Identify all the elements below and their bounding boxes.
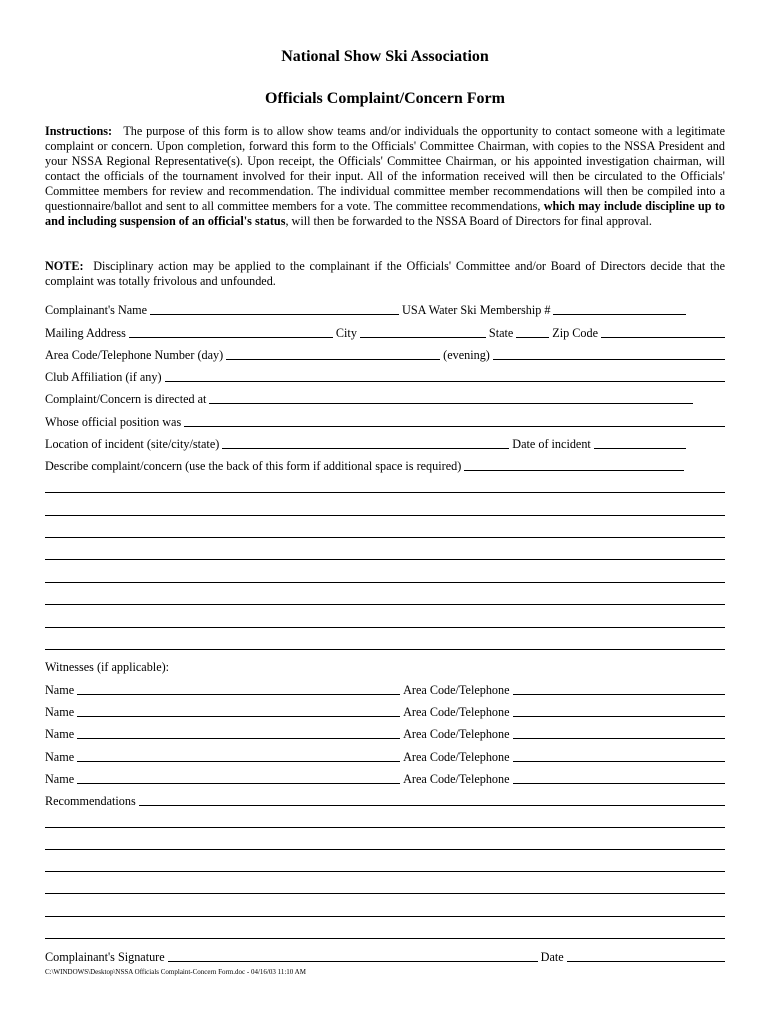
instructions-paragraph <box>45 124 725 229</box>
description-line[interactable] <box>45 649 725 650</box>
witness-phone-label: Area Code/Telephone <box>403 727 510 741</box>
row-official-position <box>45 413 725 429</box>
description-line[interactable] <box>45 627 725 628</box>
complainant-name-label: Complainant's Name <box>45 303 148 317</box>
witness-row <box>45 748 725 764</box>
zip-label: Zip Code <box>552 326 598 340</box>
phone-evening-label: (evening) <box>443 348 490 362</box>
witness-row <box>45 725 725 741</box>
witness-name-label: Name <box>45 705 75 719</box>
recommendations-line[interactable] <box>45 871 725 872</box>
witness-row <box>45 770 725 786</box>
state-label: State <box>488 326 514 340</box>
club-field[interactable] <box>165 381 725 382</box>
witness-phone-label: Area Code/Telephone <box>403 772 510 786</box>
witness-phone-field[interactable] <box>513 783 725 784</box>
row-phone <box>45 346 725 362</box>
witness-name-label: Name <box>45 727 75 741</box>
signature-field[interactable] <box>168 961 538 962</box>
recommendations-line[interactable] <box>45 916 725 917</box>
phone-evening-field[interactable] <box>493 359 725 360</box>
witness-row <box>45 703 725 719</box>
recommendations-label: Recommendations <box>45 794 136 808</box>
file-path-footer: C:\WINDOWS\Desktop\NSSA Officials Complaint-Concern Form.doc - 04/16/03 11:10 AM <box>45 968 306 976</box>
note-text: Disciplinary action may be applied to the complainant if the Officials' Committee and/or Board of Directors decide that the complaint was totally frivolous and unfounded. <box>45 259 725 288</box>
witnesses-heading <box>45 658 725 674</box>
row-location <box>45 435 725 451</box>
date-incident-field[interactable] <box>594 448 686 449</box>
phone-day-label: Area Code/Telephone Number (day) <box>45 348 224 362</box>
row-describe <box>45 457 725 473</box>
recommendations-line[interactable] <box>45 893 725 894</box>
city-label: City <box>335 326 357 340</box>
zip-field[interactable] <box>601 337 725 338</box>
witness-row <box>45 681 725 697</box>
org-title: National Show Ski Association <box>281 48 489 65</box>
location-label: Location of incident (site/city/state) <box>45 437 220 451</box>
club-label: Club Affiliation (if any) <box>45 370 162 384</box>
directed-at-label: Complaint/Concern is directed at <box>45 392 207 406</box>
phone-day-field[interactable] <box>226 359 440 360</box>
row-recommendations <box>45 792 725 808</box>
instructions-text-end: , will then be forwarded to the NSSA Board of Directors for final approval. <box>285 214 652 228</box>
note-paragraph <box>45 259 725 289</box>
witness-name-label: Name <box>45 683 75 697</box>
date-incident-label: Date of incident <box>512 437 591 451</box>
membership-field[interactable] <box>553 314 686 315</box>
witness-name-field[interactable] <box>77 694 400 695</box>
description-line[interactable] <box>45 515 725 516</box>
witness-phone-field[interactable] <box>513 716 725 717</box>
recommendations-line[interactable] <box>45 849 725 850</box>
witness-name-label: Name <box>45 772 75 786</box>
row-signature <box>45 948 725 964</box>
state-field[interactable] <box>516 337 549 338</box>
describe-field[interactable] <box>464 470 684 471</box>
describe-label: Describe complaint/concern (use the back of this form if additional space is required) <box>45 459 462 473</box>
witness-phone-field[interactable] <box>513 694 725 695</box>
witness-name-field[interactable] <box>77 738 400 739</box>
row-club <box>45 368 725 384</box>
signature-date-label: Date <box>540 950 564 964</box>
witness-name-field[interactable] <box>77 716 400 717</box>
official-position-field[interactable] <box>184 426 725 427</box>
complainant-name-field[interactable] <box>150 314 399 315</box>
signature-date-field[interactable] <box>567 961 725 962</box>
form-title: Officials Complaint/Concern Form <box>265 90 505 107</box>
official-position-label: Whose official position was <box>45 415 182 429</box>
witness-name-label: Name <box>45 750 75 764</box>
witness-phone-label: Area Code/Telephone <box>403 750 510 764</box>
directed-at-field[interactable] <box>209 403 693 404</box>
description-line[interactable] <box>45 582 725 583</box>
recommendations-line[interactable] <box>45 827 725 828</box>
recommendations-line[interactable] <box>45 938 725 939</box>
witness-phone-label: Area Code/Telephone <box>403 705 510 719</box>
note-label: NOTE: <box>45 259 84 273</box>
description-line[interactable] <box>45 537 725 538</box>
witness-phone-field[interactable] <box>513 738 725 739</box>
row-directed-at <box>45 390 725 406</box>
mailing-address-field[interactable] <box>129 337 333 338</box>
recommendations-field[interactable] <box>139 805 725 806</box>
description-line[interactable] <box>45 492 725 493</box>
witness-phone-label: Area Code/Telephone <box>403 683 510 697</box>
witnesses-heading-text: Witnesses (if applicable): <box>45 660 170 674</box>
instructions-text: The purpose of this form is to allow show teams and/or individuals the opportunity to contact someone with a legitimate complaint or concern. Upon completion, forward this form to the Officials' Committee Chairman, with copies to the NSSA President and your NSSA Regional Representative(s). Upon receipt, the Officials' Committee Chairman, or his appointed investigation chairman, will contact the officials of the tournament involved for their input. All of the information received will then be circulated to the Officials' Committee members for review and recommendation. The individual committee member recommendations will then be compiled into a questionnaire/ballot and sent to all committee members for a vote. The committee recommendations, <box>45 124 726 213</box>
witness-name-field[interactable] <box>77 783 400 784</box>
witness-phone-field[interactable] <box>513 761 725 762</box>
description-line[interactable] <box>45 559 725 560</box>
row-address <box>45 324 725 340</box>
membership-label: USA Water Ski Membership # <box>402 303 551 317</box>
row-complainant <box>45 301 725 317</box>
witness-name-field[interactable] <box>77 761 400 762</box>
city-field[interactable] <box>360 337 486 338</box>
instructions-bold-text: which may include discipline up to and including suspension of an official's status <box>45 199 725 228</box>
mailing-address-label: Mailing Address <box>45 326 126 340</box>
description-line[interactable] <box>45 604 725 605</box>
instructions-label: Instructions: <box>45 124 113 138</box>
location-field[interactable] <box>222 448 509 449</box>
signature-label: Complainant's Signature <box>45 950 165 964</box>
